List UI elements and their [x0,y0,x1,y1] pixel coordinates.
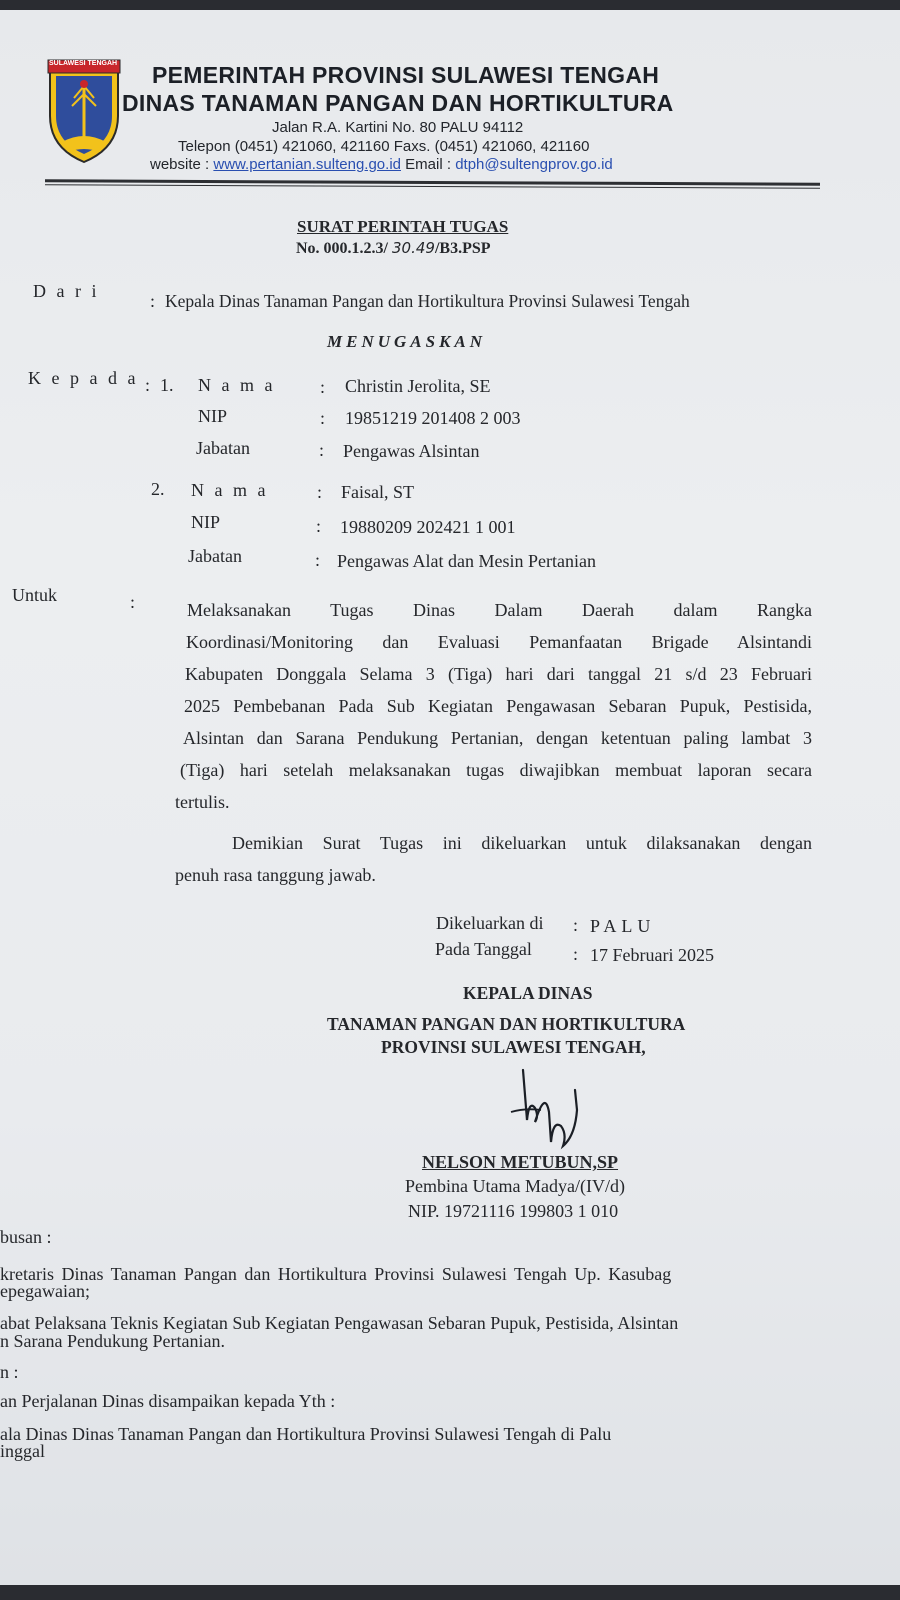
person1-number: 1. [160,375,174,395]
cc-line-4: n Sarana Pendukung Pertanian. [0,1331,225,1351]
email-label: Email : [405,156,452,173]
purpose-text [175,594,812,818]
person1-position-label: Jabatan [196,438,250,458]
website-link[interactable]: www.pertanian.sulteng.go.id [213,156,401,173]
purpose-line-7: tertulis. [175,792,230,812]
document-number [296,239,491,258]
letterhead-phone-fax: Telepon (0451) 421060, 421160 Faxs. (0451) 421060, 421160 [178,138,590,155]
person2-nip: 19880209 202421 1 001 [340,517,516,537]
person2-position-colon: : [315,550,321,570]
purpose-colon: : [130,592,136,612]
to-label: K e p a d a [28,368,139,388]
from-value: Kepala Dinas Tanaman Pangan dan Hortikultura Provinsi Sulawesi Tengah [165,291,690,311]
signatory-title: KEPALA DINAS [463,983,593,1003]
signatory-rank: Pembina Utama Madya/(IV/d) [405,1176,625,1196]
signatory-province: PROVINSI SULAWESI TENGAH, [381,1037,646,1057]
signatory-agency: TANAMAN PANGAN DAN HORTIKULTURA [327,1014,686,1034]
issued-date-label: Pada Tanggal [435,939,532,959]
issued-place-colon: : [573,915,579,935]
number-prefix: No. 000.1.2.3/ [296,240,392,257]
note-line-1: an Perjalanan Dinas disampaikan kepada Yth : [0,1391,336,1411]
from-colon: : [150,291,156,311]
cc-label: busan : [0,1227,52,1247]
person2-name: Faisal, ST [341,482,415,502]
purpose-line-1: Melaksanakan Tugas Dinas Dalam Daerah dalam Rangka [187,600,812,620]
document-page [0,10,900,1585]
purpose-line-3: Kabupaten Donggala Selama 3 (Tiga) hari dari tanggal 21 s/d 23 Februari [185,664,812,684]
letterhead-agency: DINAS TANAMAN PANGAN DAN HORTIKULTURA [122,90,674,116]
person1-name-colon: : [320,377,326,397]
assign-heading: MENUGASKAN [327,332,487,351]
person1-nip-colon: : [320,408,326,428]
person2-name-label: N a m a [191,480,269,500]
purpose-line-5: Alsintan dan Sarana Pendukung Pertanian, dengan ketentuan paling lambat 3 [183,728,812,748]
cc-line-2: epegawaian; [0,1281,90,1301]
issued-place: PALU [590,916,656,936]
person1-nip-label: NIP [198,406,228,426]
person1-name-label: N a m a [198,375,276,395]
person2-position: Pengawas Alat dan Mesin Pertanian [337,551,596,571]
person1-name: Christin Jerolita, SE [345,376,491,396]
person1-nip: 19851219 201408 2 003 [345,408,521,428]
letterhead-contact [150,156,613,173]
letterhead-government: PEMERINTAH PROVINSI SULAWESI TENGAH [152,62,660,88]
signatory-name: NELSON METUBUN,SP [422,1152,619,1172]
closing-line-2: penuh rasa tanggung jawab. [175,865,376,885]
number-suffix: /B3.PSP [434,240,491,257]
person1-position-colon: : [319,440,325,460]
issued-date: 17 Februari 2025 [590,945,714,965]
issued-place-label: Dikeluarkan di [436,913,544,933]
issued-date-colon: : [573,944,579,964]
note-line-2: ala Dinas Dinas Tanaman Pangan dan Hortikultura Provinsi Sulawesi Tengah di Palu [0,1424,612,1444]
note-label: n : [0,1362,19,1382]
document-title: SURAT PERINTAH TUGAS [297,217,509,236]
person2-number: 2. [151,479,165,499]
person2-name-colon: : [317,482,323,502]
email-link[interactable]: dtph@sultengprov.go.id [455,156,613,173]
person2-nip-colon: : [316,516,322,536]
note-line-3: inggal [0,1441,45,1461]
cc-line-1: kretaris Dinas Tanaman Pangan dan Hortikultura Provinsi Sulawesi Tengah Up. Kasubag [0,1264,672,1284]
to-colon: : [145,375,151,395]
cc-line-3: abat Pelaksana Teknis Kegiatan Sub Kegiatan Pengawasan Sebaran Pupuk, Pestisida, Alsintan [0,1313,679,1333]
person1-position: Pengawas Alsintan [343,441,480,461]
purpose-line-6: (Tiga) hari setelah melaksanakan tugas diwajibkan membuat laporan secara [180,760,812,780]
person2-nip-label: NIP [191,512,221,532]
website-label: website : [150,156,210,173]
number-handwritten: 30.49 [392,239,435,257]
province-emblem-logo [44,56,124,166]
purpose-line-2: Koordinasi/Monitoring dan Evaluasi Pemanfaatan Brigade Alsintandi [186,632,812,652]
purpose-label: Untuk [12,585,57,605]
letterhead-address: Jalan R.A. Kartini No. 80 PALU 94112 [272,119,524,136]
person2-position-label: Jabatan [188,546,242,566]
closing-text [175,827,812,891]
signatory-nip: NIP. 19721116 199803 1 010 [408,1201,619,1221]
from-label: D a r i [33,281,100,301]
purpose-line-4: 2025 Pembebanan Pada Sub Kegiatan Pengawasan Sebaran Pupuk, Pestisida, [184,696,812,716]
logo-banner-text: SULAWESI TENGAH [49,60,118,67]
closing-line-1: Demikian Surat Tugas ini dikeluarkan untuk dilaksanakan dengan [232,833,812,853]
